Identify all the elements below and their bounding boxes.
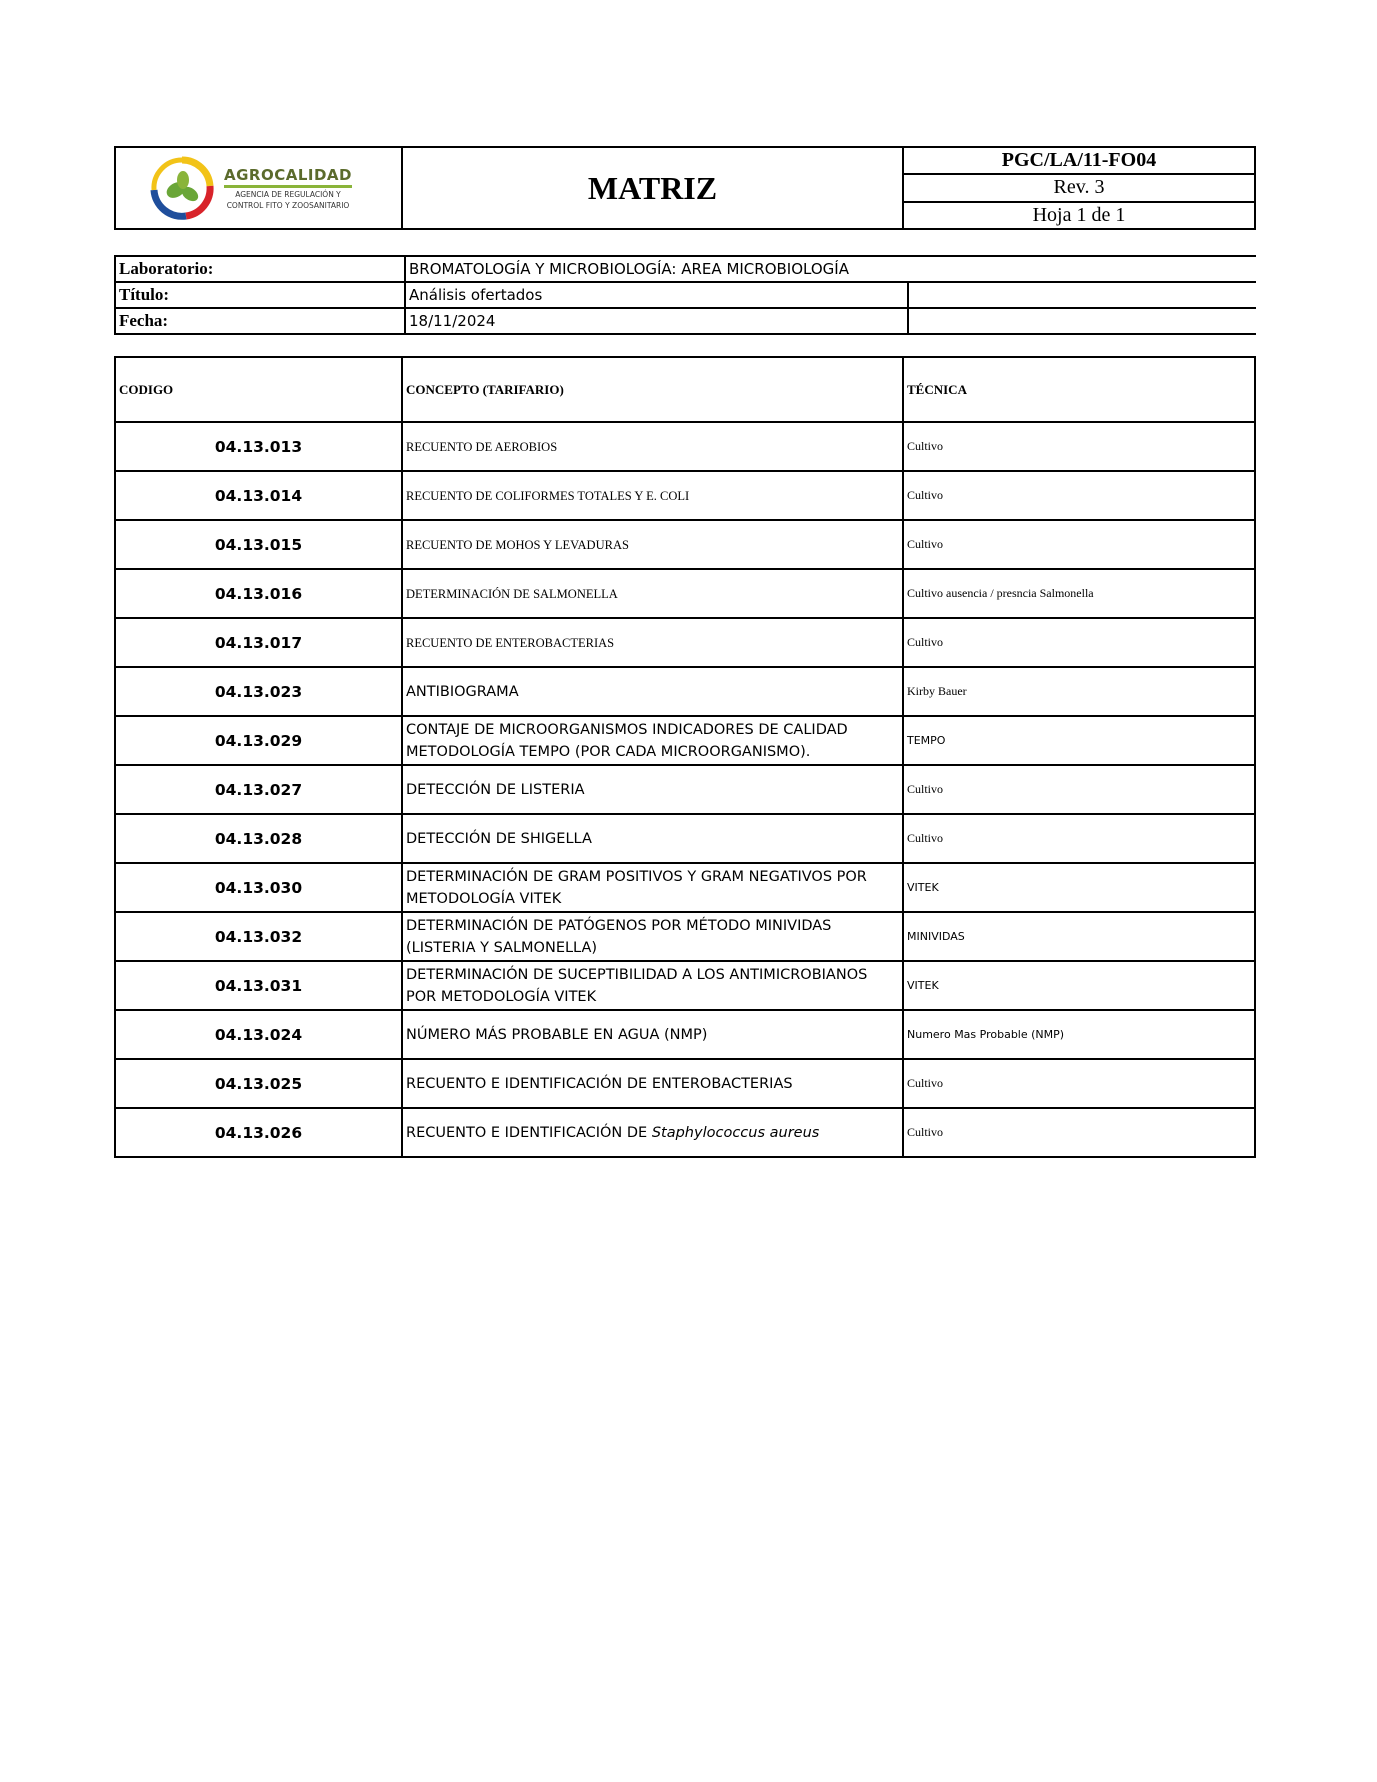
table-header-row bbox=[115, 357, 1255, 422]
laboratorio-label: Laboratorio: bbox=[115, 256, 405, 282]
tecnica-cell: VITEK bbox=[903, 863, 1255, 912]
codigo-cell: 04.13.032 bbox=[115, 912, 402, 961]
concepto-cell: DETERMINACIÓN DE SUCEPTIBILIDAD A LOS ANTIMICROBIANOS POR METODOLOGÍA VITEK bbox=[402, 961, 903, 1010]
fecha-extra bbox=[908, 308, 1256, 334]
codigo-cell: 04.13.024 bbox=[115, 1010, 402, 1059]
tecnica-cell: Cultivo bbox=[903, 471, 1255, 520]
tecnica-cell: MINIVIDAS bbox=[903, 912, 1255, 961]
table-row bbox=[115, 912, 1255, 961]
logo-subtitle-1: AGENCIA DE REGULACIÓN Y bbox=[235, 190, 341, 199]
codigo-cell: 04.13.014 bbox=[115, 471, 402, 520]
tecnica-cell: Cultivo bbox=[903, 814, 1255, 863]
concepto-species: Staphylococcus aureus bbox=[651, 1124, 820, 1141]
tecnica-cell: TEMPO bbox=[903, 716, 1255, 765]
tecnica-cell: Cultivo bbox=[903, 1108, 1255, 1157]
fecha-label: Fecha: bbox=[115, 308, 405, 334]
concepto-cell: ANTIBIOGRAMA bbox=[402, 667, 903, 716]
table-row bbox=[115, 422, 1255, 471]
table-row bbox=[115, 814, 1255, 863]
tecnica-cell: Cultivo bbox=[903, 422, 1255, 471]
table-row bbox=[115, 520, 1255, 569]
column-header-concepto: CONCEPTO (TARIFARIO) bbox=[402, 357, 903, 422]
table-row bbox=[115, 569, 1255, 618]
document-sheet: Hoja 1 de 1 bbox=[904, 201, 1254, 228]
tecnica-cell: Numero Mas Probable (NMP) bbox=[903, 1010, 1255, 1059]
concepto-cell: RECUENTO DE AEROBIOS bbox=[402, 422, 903, 471]
titulo-extra bbox=[908, 282, 1256, 308]
analysis-table bbox=[114, 356, 1256, 1158]
codigo-cell: 04.13.027 bbox=[115, 765, 402, 814]
codigo-cell: 04.13.030 bbox=[115, 863, 402, 912]
concepto-cell: DETERMINACIÓN DE SALMONELLA bbox=[402, 569, 903, 618]
concepto-cell: NÚMERO MÁS PROBABLE EN AGUA (NMP) bbox=[402, 1010, 903, 1059]
tecnica-cell: Cultivo bbox=[903, 765, 1255, 814]
table-row bbox=[115, 1010, 1255, 1059]
concepto-cell: DETERMINACIÓN DE GRAM POSITIVOS Y GRAM NEGATIVOS POR METODOLOGÍA VITEK bbox=[402, 863, 903, 912]
concepto-cell bbox=[402, 1108, 903, 1157]
codigo-cell: 04.13.028 bbox=[115, 814, 402, 863]
column-header-tecnica: TÉCNICA bbox=[903, 357, 1255, 422]
info-table bbox=[114, 255, 1256, 335]
table-row bbox=[115, 471, 1255, 520]
titulo-label: Título: bbox=[115, 282, 405, 308]
info-row-laboratorio bbox=[115, 256, 1256, 282]
agrocalidad-logo bbox=[146, 156, 352, 220]
tecnica-cell: Cultivo bbox=[903, 618, 1255, 667]
tecnica-cell: Kirby Bauer bbox=[903, 667, 1255, 716]
document-title: MATRIZ bbox=[403, 148, 904, 228]
codigo-cell: 04.13.029 bbox=[115, 716, 402, 765]
codigo-cell: 04.13.017 bbox=[115, 618, 402, 667]
table-row bbox=[115, 618, 1255, 667]
table-row bbox=[115, 765, 1255, 814]
document-meta bbox=[904, 148, 1254, 228]
agrocalidad-emblem-icon bbox=[146, 156, 218, 220]
concepto-cell: RECUENTO E IDENTIFICACIÓN DE ENTEROBACTERIAS bbox=[402, 1059, 903, 1108]
info-row-fecha bbox=[115, 308, 1256, 334]
document-revision: Rev. 3 bbox=[904, 173, 1254, 200]
table-row bbox=[115, 716, 1255, 765]
document-code: PGC/LA/11-FO04 bbox=[1001, 149, 1157, 172]
concepto-prefix: RECUENTO E IDENTIFICACIÓN DE bbox=[406, 1124, 652, 1141]
document-header bbox=[114, 146, 1256, 230]
logo-name: AGROCALIDAD bbox=[224, 166, 352, 188]
logo-cell bbox=[116, 148, 403, 228]
info-row-titulo bbox=[115, 282, 1256, 308]
concepto-cell: CONTAJE DE MICROORGANISMOS INDICADORES DE CALIDAD METODOLOGÍA TEMPO (POR CADA MICROORGANISMO). bbox=[402, 716, 903, 765]
codigo-cell: 04.13.025 bbox=[115, 1059, 402, 1108]
tecnica-cell: VITEK bbox=[903, 961, 1255, 1010]
codigo-cell: 04.13.026 bbox=[115, 1108, 402, 1157]
concepto-cell: DETERMINACIÓN DE PATÓGENOS POR MÉTODO MINIVIDAS (LISTERIA Y SALMONELLA) bbox=[402, 912, 903, 961]
codigo-cell: 04.13.031 bbox=[115, 961, 402, 1010]
table-row bbox=[115, 667, 1255, 716]
codigo-cell: 04.13.016 bbox=[115, 569, 402, 618]
titulo-value: Análisis ofertados bbox=[405, 282, 908, 308]
concepto-cell: RECUENTO DE ENTEROBACTERIAS bbox=[402, 618, 903, 667]
concepto-cell: RECUENTO DE COLIFORMES TOTALES Y E. COLI bbox=[402, 471, 903, 520]
table-row bbox=[115, 961, 1255, 1010]
column-header-codigo: CODIGO bbox=[115, 357, 402, 422]
tecnica-cell: Cultivo bbox=[903, 1059, 1255, 1108]
logo-subtitle-2: CONTROL FITO Y ZOOSANITARIO bbox=[226, 201, 350, 210]
codigo-cell: 04.13.015 bbox=[115, 520, 402, 569]
concepto-cell: DETECCIÓN DE SHIGELLA bbox=[402, 814, 903, 863]
codigo-cell: 04.13.023 bbox=[115, 667, 402, 716]
codigo-cell: 04.13.013 bbox=[115, 422, 402, 471]
tecnica-cell: Cultivo bbox=[903, 520, 1255, 569]
concepto-cell: RECUENTO DE MOHOS Y LEVADURAS bbox=[402, 520, 903, 569]
laboratorio-value: BROMATOLOGÍA Y MICROBIOLOGÍA: AREA MICROBIOLOGÍA bbox=[405, 256, 1256, 282]
tecnica-cell: Cultivo ausencia / presncia Salmonella bbox=[903, 569, 1255, 618]
table-row bbox=[115, 1108, 1255, 1157]
table-row bbox=[115, 863, 1255, 912]
concepto-cell: DETECCIÓN DE LISTERIA bbox=[402, 765, 903, 814]
fecha-value: 18/11/2024 bbox=[405, 308, 908, 334]
table-row bbox=[115, 1059, 1255, 1108]
